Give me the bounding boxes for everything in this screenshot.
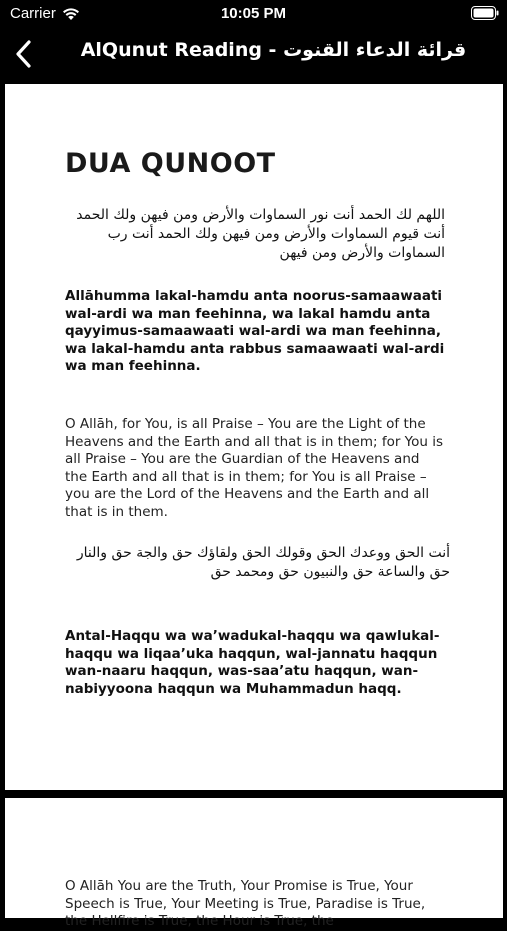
page-title: DUA QUNOOT bbox=[65, 148, 276, 179]
scroll-content[interactable] bbox=[0, 78, 507, 929]
battery-icon bbox=[471, 6, 499, 20]
arabic-text: اللهم لك الحمد أنت نور السماوات والأرض ومن فيهن ولك الحمد أنت قيوم السماوات والأرض ومن فيهن ولك الحمد أنت رب السماوات والأرض ومن فيهن bbox=[76, 207, 445, 261]
status-bar bbox=[0, 0, 507, 30]
nav-title: AlQunut Reading - قرائة الدعاء القنوت bbox=[80, 39, 467, 61]
navigation-bar bbox=[0, 30, 507, 78]
transliteration-text: Antal-Haqqu wa wa’wadukal-haqqu wa qawlukal-haqqu wa liqaa’uka haqqun, wal-jannatu haqqun wan-naaru haqqun, was-saa’atu haqqun, wan-nabiyyoona haqqun wa Muhammadun haqq. bbox=[65, 628, 440, 697]
chevron-left-icon bbox=[10, 38, 40, 70]
translation-card bbox=[5, 798, 503, 929]
translation-text: O Allāh You are the Truth, Your Promise is True, Your Speech is True, Your Meeting is True, Paradise is True, the Hellfire is True, the Hour is True, the bbox=[65, 878, 426, 929]
carrier-label: Carrier bbox=[10, 5, 56, 22]
arabic-text: أنت الحق ووعدك الحق وقولك الحق ولقاؤك حق والجة حق والنار حق والساعة حق والنبيون حق ومحمد حق bbox=[76, 545, 450, 580]
back-button[interactable] bbox=[10, 38, 40, 70]
transliteration-text: Allāhumma lakal-hamdu anta noorus-samaawaati wal-ardi wa man feehinna, wa lakal hamdu anta qayyimus-samaawaati wal-ardi wa man feehinna, wa lakal-hamdu anta rabbus samaawaati wal-ardi wa man feehinna. bbox=[65, 288, 445, 374]
translation-text: O Allāh, for You, is all Praise – You are the Light of the Heavens and the Earth and all that is in them; for You is all Praise – You are the Guardian of the Heavens and the Earth and all that is in them; for You is all Praise – you are the Lord of the Heavens and the Earth and all that is in them. bbox=[65, 416, 444, 520]
dua-card bbox=[5, 84, 503, 790]
status-time: 10:05 PM bbox=[220, 5, 287, 22]
